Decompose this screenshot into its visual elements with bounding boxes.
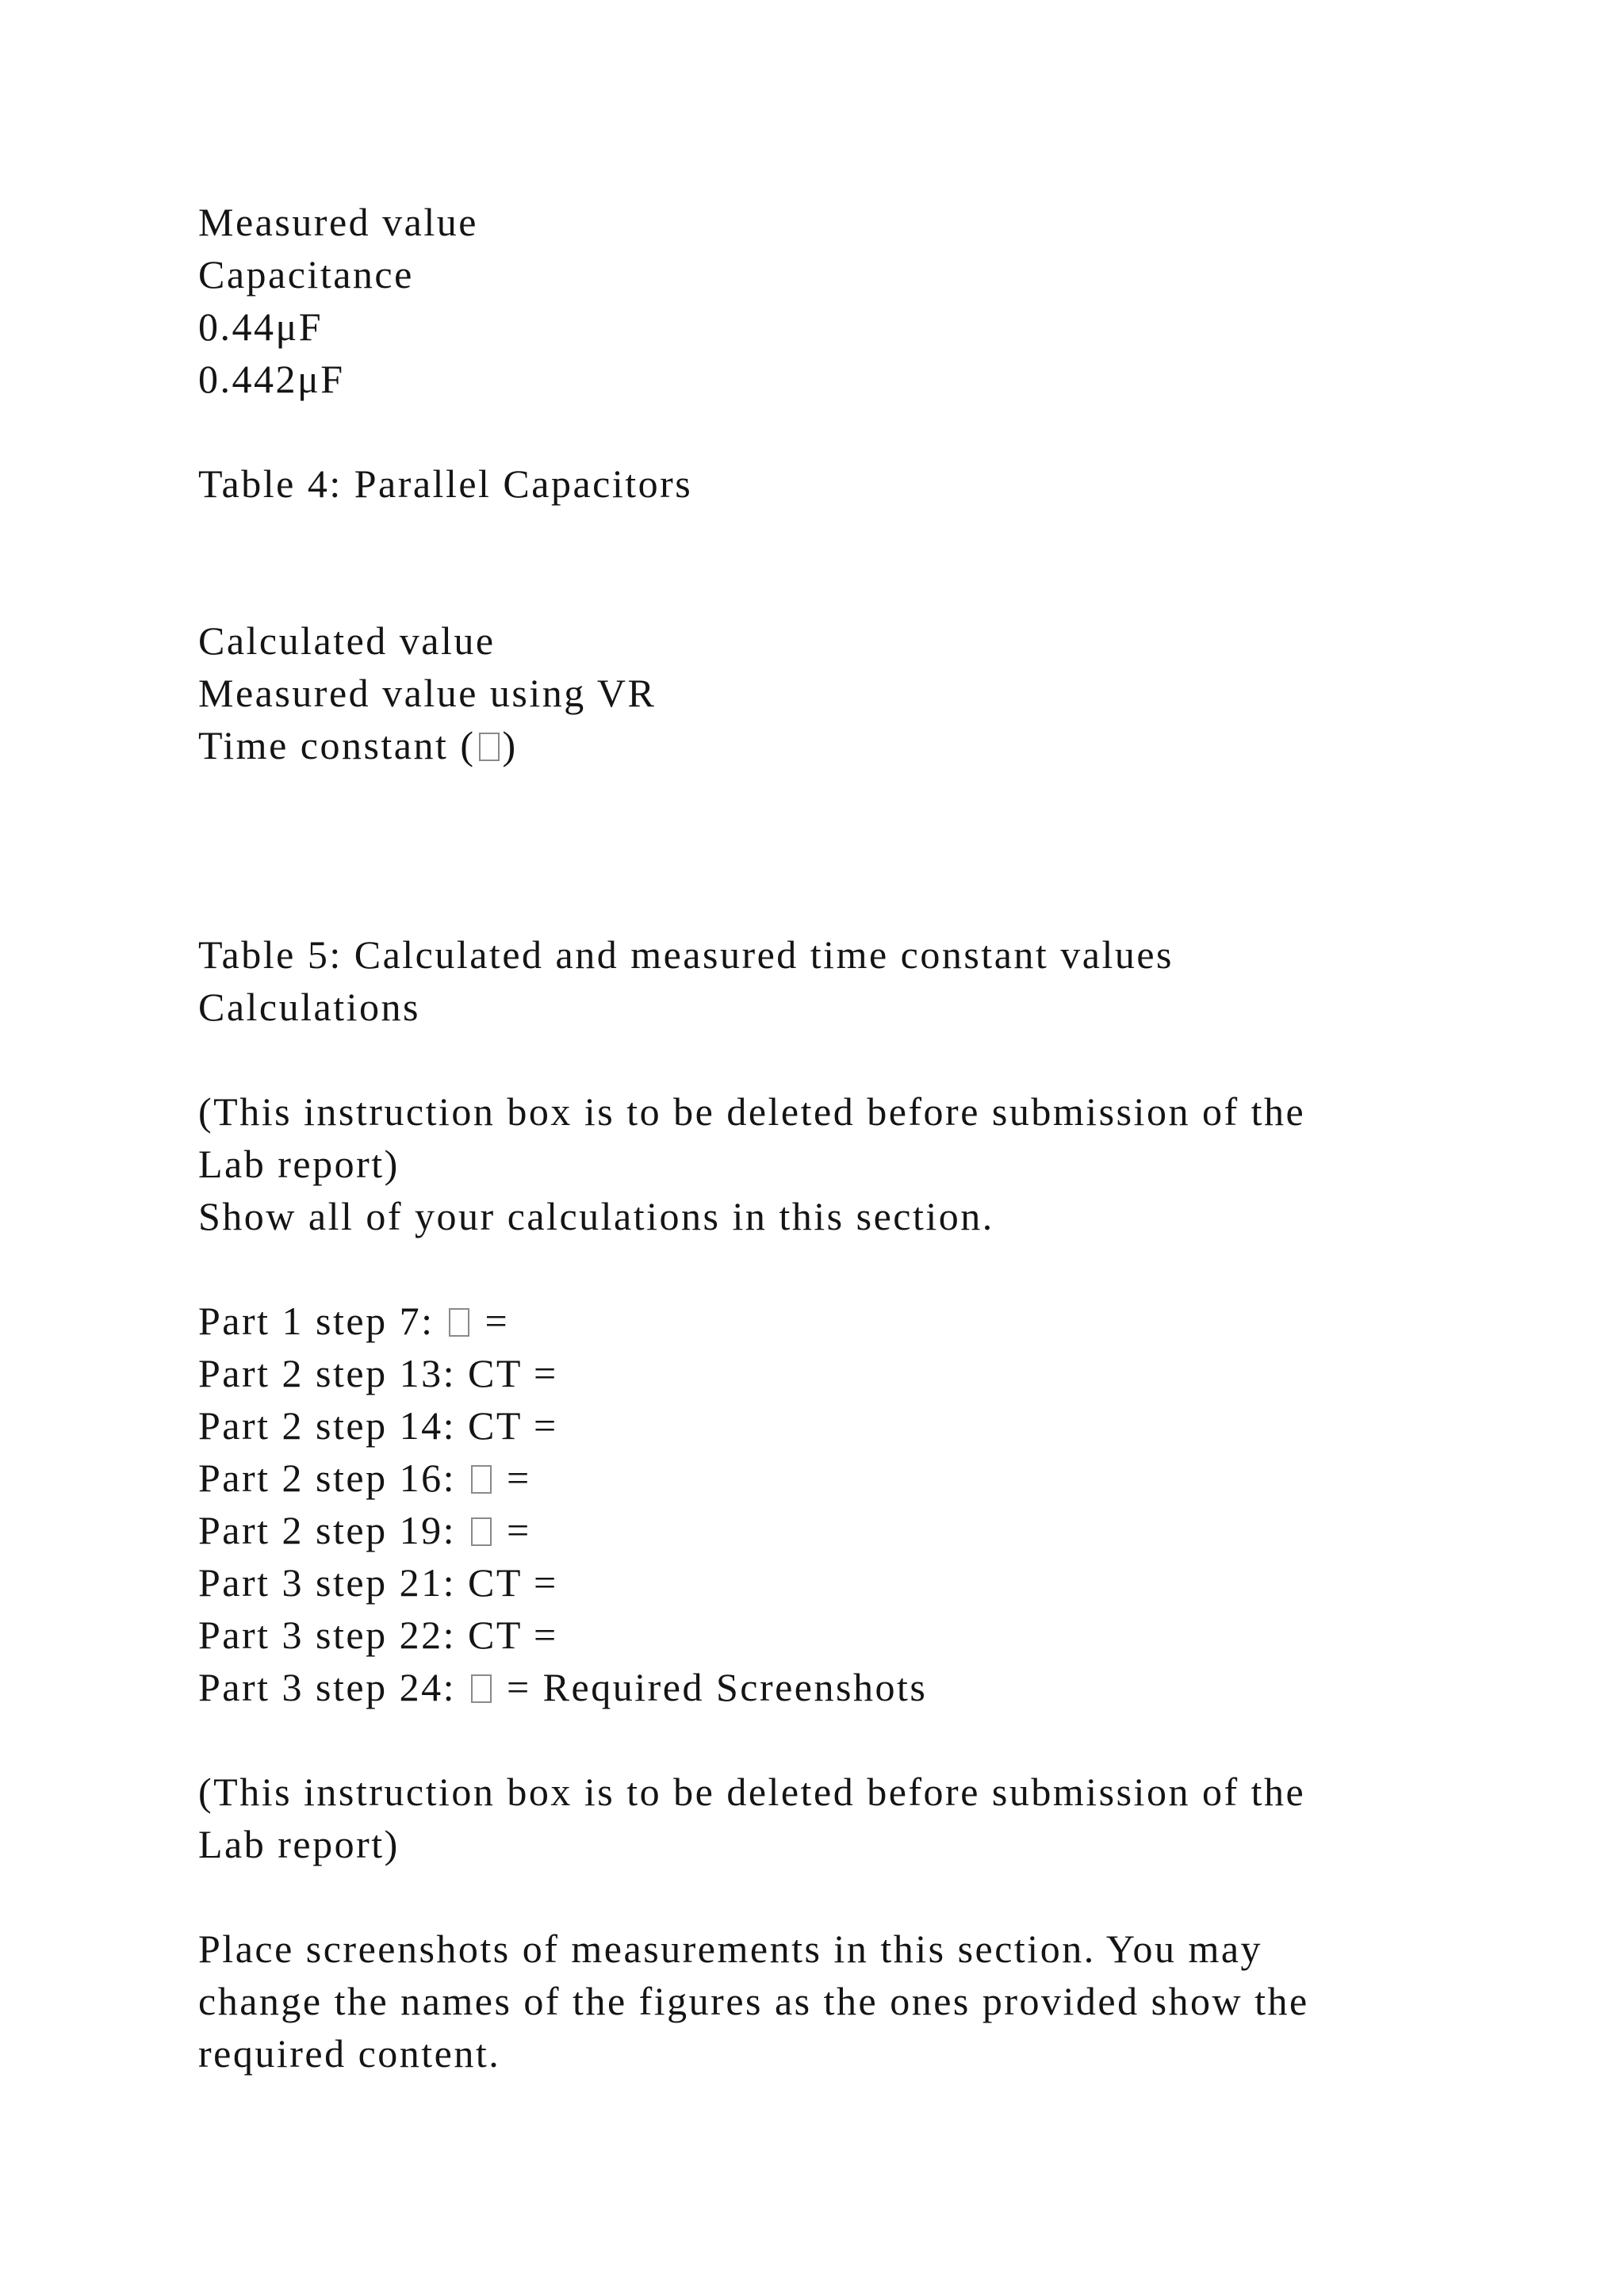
measured-value-vr-label: Measured value using VR — [198, 671, 657, 715]
screenshots-paragraph-line-3: required content. — [198, 2031, 501, 2076]
capacitance-value-2: 0.442μF — [198, 357, 345, 401]
step-label: Part 2 step 16: — [198, 1456, 456, 1500]
screenshots-paragraph-line-2: change the names of the figures as the ones provided show the — [198, 1979, 1309, 2023]
required-screenshots-heading: = Required Screenshots — [506, 1665, 928, 1709]
calculated-value-label: Calculated value — [198, 618, 496, 663]
equals-sign: = — [506, 1456, 531, 1500]
time-constant-label: Time constant ( ) — [198, 723, 518, 767]
step-part3-step22: Part 3 step 22: CT = — [198, 1613, 558, 1657]
equals-sign: = — [485, 1299, 510, 1343]
calculations-heading: Calculations — [198, 985, 420, 1029]
capacitance-label: Capacitance — [198, 252, 414, 297]
tau-placeholder-icon — [471, 1674, 492, 1703]
tau-placeholder-icon — [471, 1465, 492, 1494]
tau-placeholder-icon — [471, 1517, 492, 1546]
instruction-2-line-1: (This instruction box is to be deleted before submission of the — [198, 1770, 1306, 1814]
table-4-caption: Table 4: Parallel Capacitors — [198, 461, 693, 506]
measured-value-label: Measured value — [198, 200, 478, 244]
step-label: Part 1 step 7: — [198, 1299, 435, 1343]
step-part2-step16 — [198, 1452, 531, 1504]
step-part3-step24 — [198, 1661, 927, 1713]
tau-placeholder-icon — [479, 733, 500, 761]
step-part2-step13: Part 2 step 13: CT = — [198, 1351, 558, 1395]
step-part2-step14: Part 2 step 14: CT = — [198, 1403, 558, 1448]
instruction-1-line-1: (This instruction box is to be deleted before submission of the — [198, 1089, 1306, 1134]
step-label: Part 3 step 24: — [198, 1665, 456, 1709]
step-part1-step7 — [198, 1295, 509, 1347]
step-part2-step19 — [198, 1504, 531, 1556]
equals-sign: = — [506, 1508, 531, 1552]
show-calculations-text: Show all of your calculations in this section. — [198, 1194, 994, 1238]
instruction-1-line-2: Lab report) — [198, 1142, 400, 1186]
table-5-caption: Table 5: Calculated and measured time constant values — [198, 932, 1174, 977]
tau-placeholder-icon — [449, 1308, 469, 1337]
step-part3-step21: Part 3 step 21: CT = — [198, 1560, 558, 1605]
capacitance-value-1: 0.44μF — [198, 304, 324, 349]
instruction-2-line-2: Lab report) — [198, 1822, 400, 1866]
step-label: Part 2 step 19: — [198, 1508, 456, 1552]
time-constant-text: Time constant ( — [198, 723, 476, 767]
screenshots-paragraph-line-1: Place screenshots of measurements in this section. You may — [198, 1927, 1263, 1971]
